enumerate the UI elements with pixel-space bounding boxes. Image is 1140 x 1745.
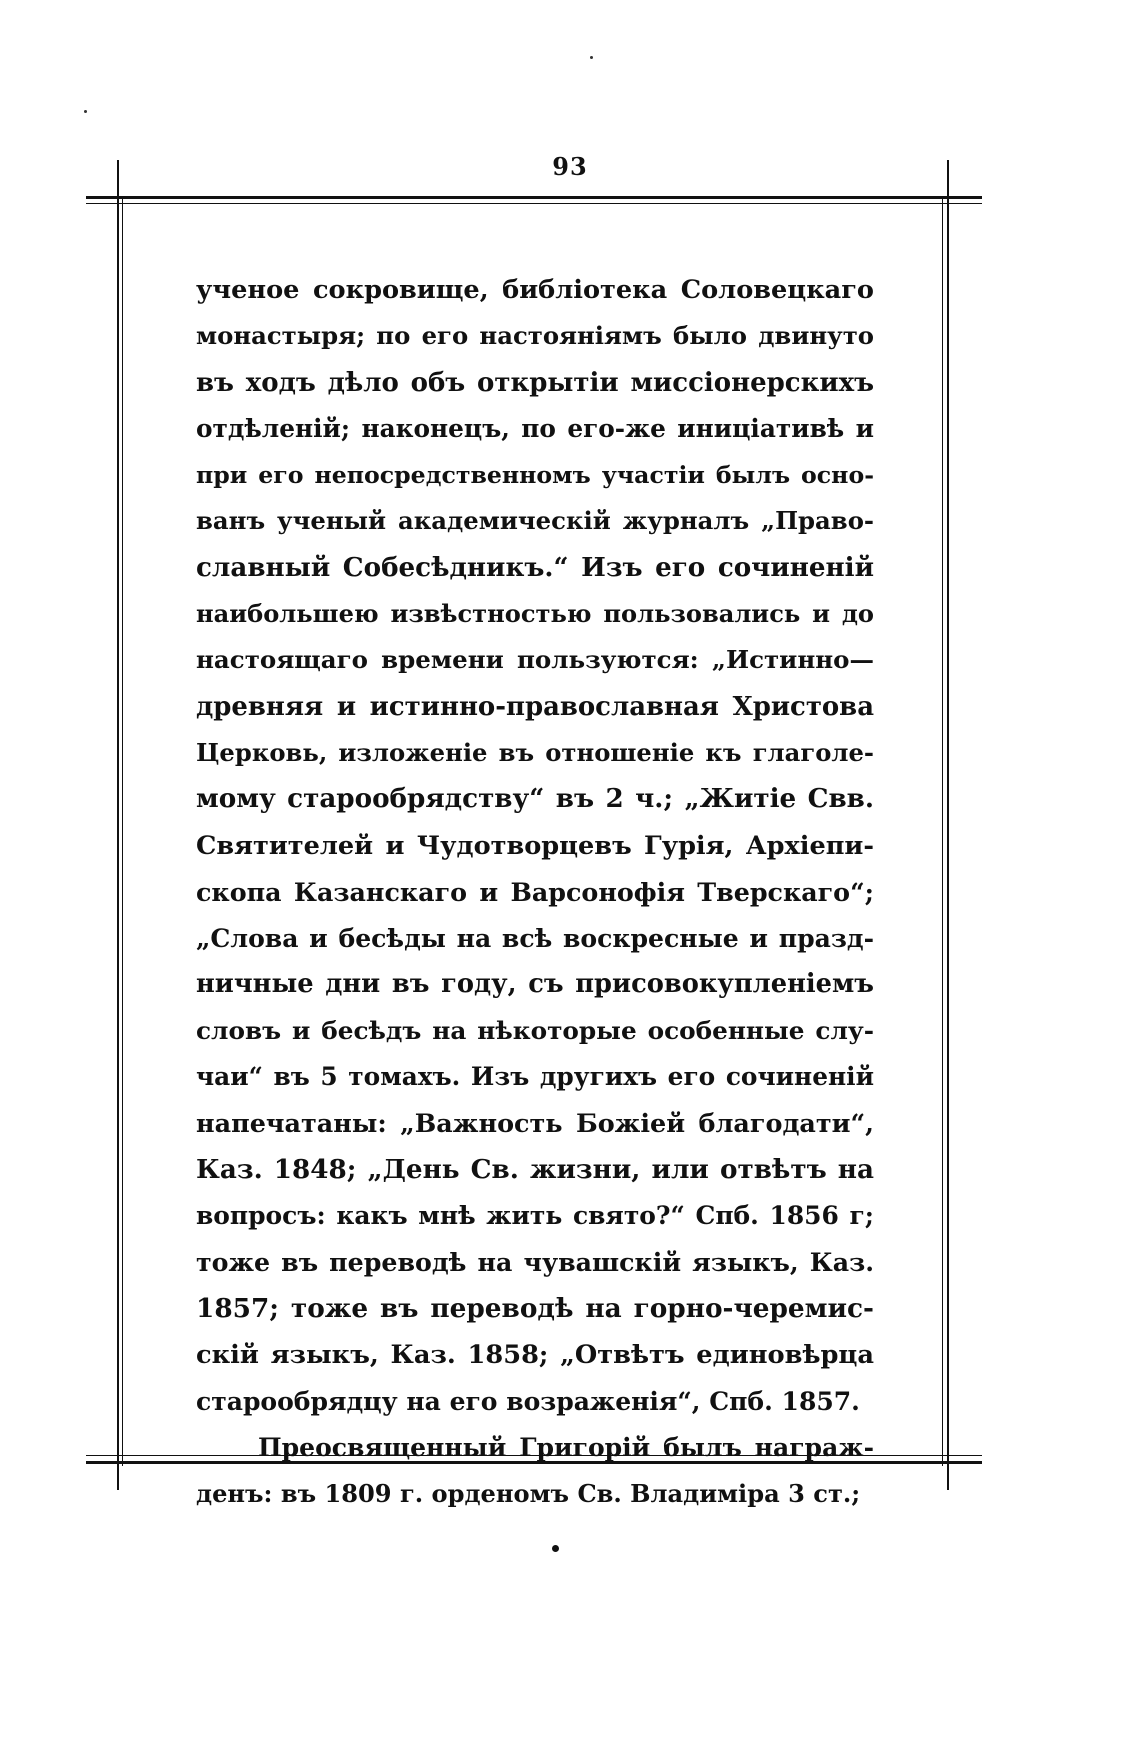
text-line: отдѣленій; наконецъ, по его-же иниціативѣ и (196, 413, 874, 443)
left-frame-line (117, 160, 119, 1490)
text-line: настоящаго времени пользуются: „Истинно— (196, 645, 874, 675)
text-line: мому старообрядству“ въ 2 ч.; „Житіе Свв. (196, 783, 874, 815)
text-line: денъ: въ 1809 г. орденомъ Св. Владиміра 3 ст.; (196, 1478, 861, 1508)
body-text (196, 267, 874, 1517)
text-line: Церковь, изложеніе въ отношеніе къ глаголе- (196, 737, 874, 767)
top-rule-thin (86, 203, 982, 204)
text-line: славный Собесѣдникъ.“ Изъ его сочиненій (196, 551, 874, 583)
text-line: монастыря; по его настояніямъ было двинуто (196, 321, 874, 351)
text-line: тоже въ переводѣ на чувашскій языкъ, Каз. (196, 1247, 874, 1278)
text-line: напечатаны: „Важность Божіей благодати“, (196, 1108, 874, 1139)
text-line: древняя и истинно-православная Христова (196, 691, 874, 722)
text-line: „Слова и бесѣды на всѣ воскресные и празд- (196, 923, 874, 954)
text-line: вопросъ: какъ мнѣ жить свято?“ Спб. 1856 г; (196, 1200, 874, 1230)
right-frame-line (947, 160, 949, 1490)
text-line: при его непосредственномъ участіи былъ осно- (196, 461, 874, 490)
text-line: ничные дни въ году, съ присовокупленіемъ (196, 969, 874, 1000)
top-rule-thick (86, 196, 982, 199)
print-speck (84, 110, 87, 113)
text-line: Святителей и Чудотворцевъ Гурія, Архіепи- (196, 830, 874, 861)
print-speck (552, 1545, 559, 1552)
text-line: скопа Казанскаго и Варсонофія Тверскаго“; (196, 876, 874, 907)
right-frame-line-inner (942, 196, 943, 1466)
text-line: Преосвященный Григорій былъ награж- (258, 1432, 874, 1463)
text-line: 1857; тоже въ переводѣ на горно-черемис- (196, 1292, 874, 1324)
text-line: ванъ ученый академическій журналъ „Право- (196, 506, 874, 536)
text-line: въ ходъ дѣло объ открытіи миссіонерскихъ (196, 367, 874, 398)
left-frame-line-inner (122, 196, 123, 1466)
text-line: скій языкъ, Каз. 1858; „Отвѣтъ единовѣрца (196, 1339, 874, 1370)
text-line: старообрядцу на его возраженія“, Спб. 1857. (196, 1386, 860, 1417)
text-line: ученое сокровище, библіотека Соловецкаго (196, 275, 874, 305)
page-number: 93 (552, 152, 588, 181)
text-line: чаи“ въ 5 томахъ. Изъ другихъ его сочиненій (196, 1062, 874, 1092)
print-speck (590, 56, 593, 59)
text-line: Каз. 1848; „День Св. жизни, или отвѣтъ на (196, 1153, 874, 1185)
text-line: наибольшею извѣстностью пользовались и до (196, 599, 874, 629)
text-line: словъ и бесѣдъ на нѣкоторые особенные слу- (196, 1015, 874, 1045)
